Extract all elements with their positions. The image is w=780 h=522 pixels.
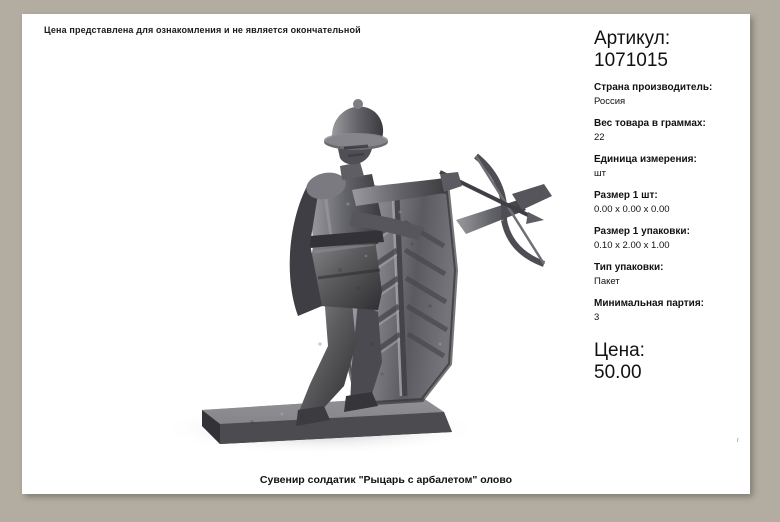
spec-label: Минимальная партия: [594,298,704,309]
sku-value: 1071015 [594,50,668,71]
spec-label: Единица измерения: [594,154,697,165]
spec-label: Размер 1 упаковки: [594,226,690,237]
document-page [22,14,750,494]
spec-label: Страна производитель: [594,82,713,93]
spec-label: Размер 1 шт: [594,190,658,201]
price-block [594,340,744,384]
spec-value: 0.00 x 0.00 x 0.00 [594,204,670,215]
spec-row [594,261,744,288]
spec-row [594,153,744,180]
page-corner-mark: г [737,438,740,444]
price-label: Цена: [594,340,645,361]
knight-with-crossbow-figurine-icon [52,44,572,464]
spec-row [594,117,744,144]
spec-row [594,297,744,324]
spec-label: Тип упаковки: [594,262,664,273]
spec-value: Россия [594,96,626,107]
spec-value: Пакет [594,276,620,287]
spec-value: шт [594,168,606,179]
spec-row [594,225,744,252]
spec-row [594,81,744,108]
spec-value: 22 [594,132,605,143]
spec-row [594,189,744,216]
price-disclaimer: Цена представлена для ознакомления и не является окончательной [44,25,361,35]
spec-value: 3 [594,312,600,323]
product-image [52,44,572,464]
product-caption: Сувенир солдатик "Рыцарь с арбалетом" олово [259,474,513,486]
sku-label: Артикул: [594,28,671,49]
spec-value: 0.10 x 2.00 x 1.00 [594,240,670,251]
product-info-panel [594,28,744,384]
price-value: 50.00 [594,362,642,383]
spec-label: Вес товара в граммах: [594,118,706,129]
